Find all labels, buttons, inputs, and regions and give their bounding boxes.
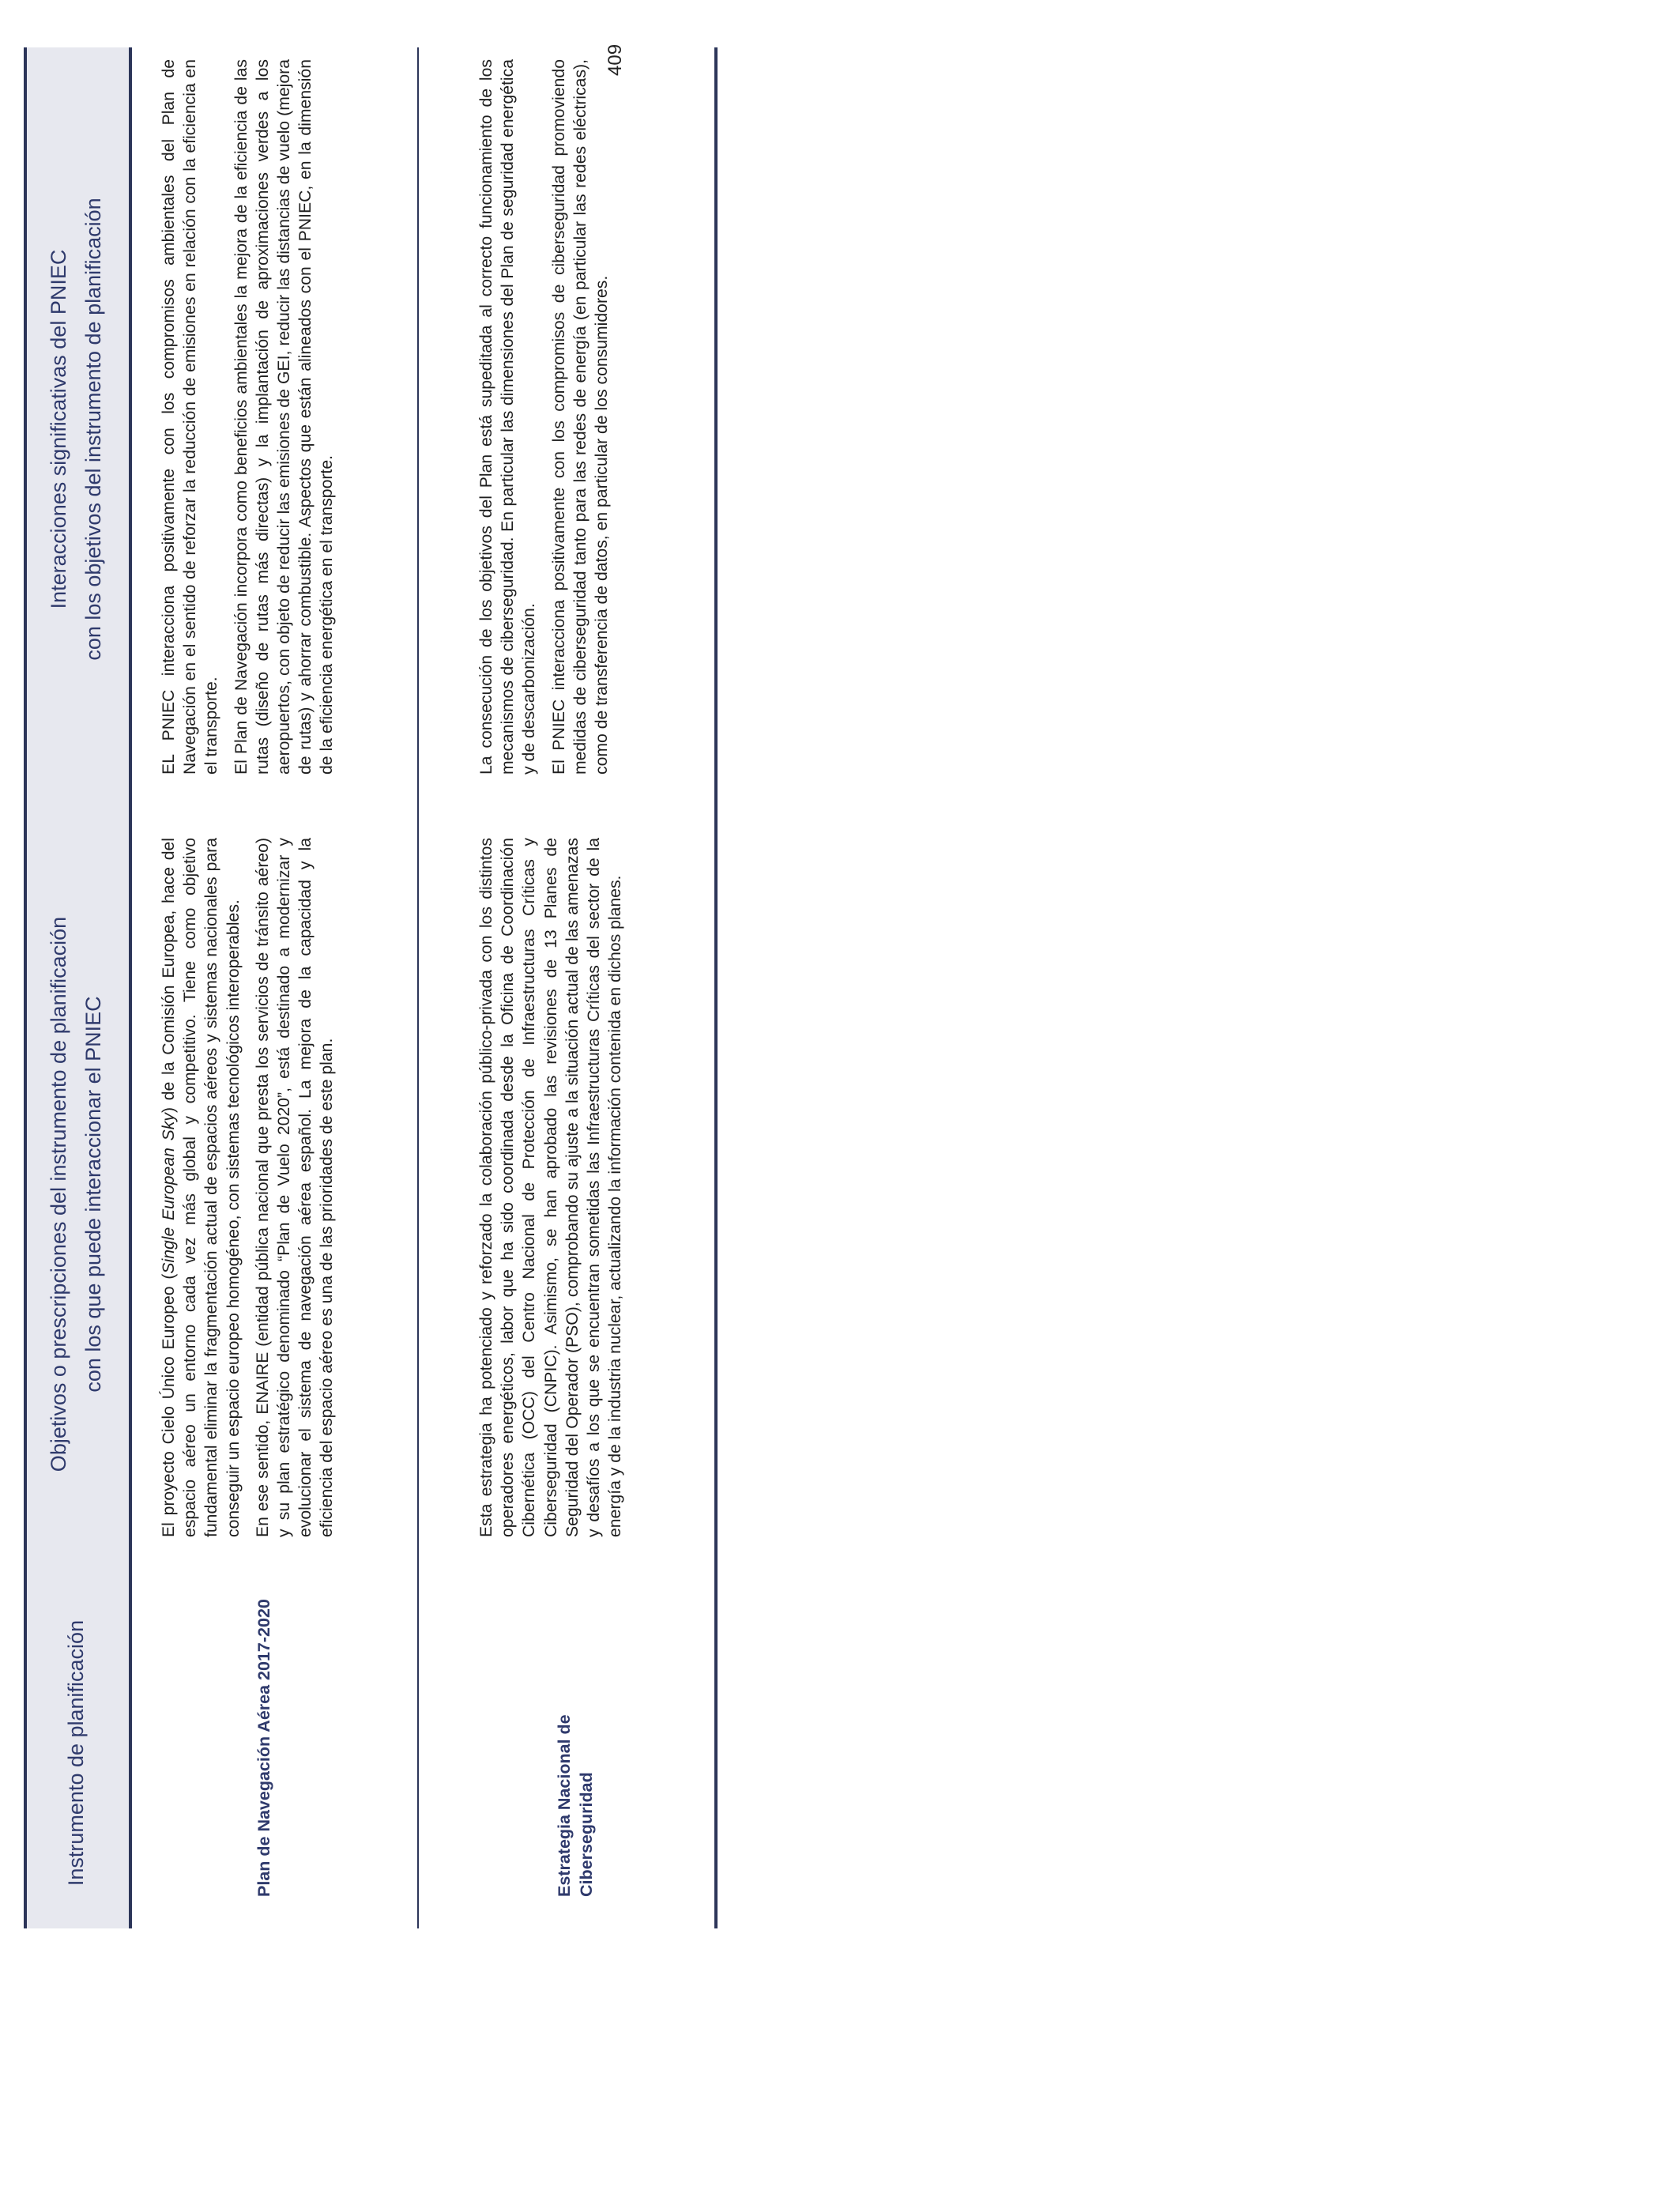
table-bottom-rule (714, 47, 718, 1928)
row1-interactions-paragraph-1: EL PNIEC interacciona positivamente con los compromisos ambientales del Plan de Navegación en el sentido de reforzar la reducción de emisiones en relación con la eficiencia en el transporte. (160, 59, 221, 775)
page-number: 409 (605, 43, 626, 76)
header-instrument (24, 1578, 129, 1928)
header-instrument-text: Instrumento de planificación (63, 1619, 88, 1887)
header-objectives-line1: Objetivos o prescripciones del instrumento de planificación (47, 916, 71, 1472)
header-interactions-line2: con los objetivos del instrumento de planificación (81, 198, 105, 661)
row2-objectives-paragraph-1: Esta estrategia ha potenciado y reforzado la colaboración público-privada con los distintos operadores energéticos, labor que ha sido coordinada desde la Oficina de Coordinación Cibernética (OCC) del Centro Nacional de Protección de Infraestructuras Críticas y Ciberseguridad (CNPIC). Asimismo, se han aprobado las revisiones de 13 Planes de Seguridad del Operador (PSO), comprobando su ajuste a la situación actual de las amenazas y desafíos a los que se encuentran sometidas las Infraestructuras Críticas del sector de la energía y de la industria nuclear, actualizando la información contenida en dichos planes. (477, 838, 625, 1537)
header-objectives-line2: con los que puede interaccionar el PNIEC (81, 996, 105, 1393)
row2-interactions-paragraph-2: El PNIEC interacciona positivamente con los compromisos de ciberseguridad promoviendo medidas de ciberseguridad tanto para las redes de energía (en particular las redes eléctricas), como de transferencia de datos, en particular de los consumidores. (549, 59, 612, 775)
row2-instrument: Estrategia Nacional de Ciberseguridad (555, 1714, 596, 1897)
row1-objectives-text-b: ) de la Comisión Europea, hace del espacio aéreo un entorno cada vez más global y competitivo. Tiene como objetivo fundamental eliminar la fragmentación actual de espacios aéreos y sistemas nacionales para conseguir un espacio europeo homogéneo, con sistemas tecnológicos interoperables. (160, 838, 243, 1537)
row1-objectives-text-a: El proyecto Cielo Único Europeo ( (160, 1273, 178, 1537)
row2-objectives (476, 838, 634, 1537)
row1-objectives-paragraph-1 (158, 838, 244, 1537)
row2-interactions-paragraph-1: La consecución de los objetivos del Plan está supeditada al correcto funcionamiento de los mecanismos de ciberseguridad. En particular las dimensiones del Plan de seguridad energética y de descarbonización. (477, 59, 539, 775)
row-separator (417, 47, 419, 1928)
header-interactions (24, 47, 129, 811)
table-header-rule (129, 47, 132, 1928)
header-interactions-line1: Interacciones significativas del PNIEC (47, 249, 71, 609)
row1-interactions-paragraph-2: El Plan de Navegación incorpora como beneficios ambientales la mejora de la eficiencia de las rutas (diseño de rutas más directas) y la implantación de aproximaciones verdes a los aeropuertos, con objeto de reducir las emisiones de GEI, reducir las distancias de vuelo (mejora de rutas) y ahorrar combustible. Aspectos que están alineados con el PNIEC, en la dimensión de la eficiencia energética en el transporte. (232, 59, 337, 775)
header-objectives (24, 811, 129, 1578)
row1-objectives-italic: Single European Sky (160, 1113, 178, 1274)
row1-objectives-paragraph-2: En ese sentido, ENAIRE (entidad pública nacional que presta los servicios de tránsito aéreo) y su plan estratégico denominado “Plan de Vuelo 2020”, está destinado a modernizar y evolucionar el sistema de navegación aérea español. La mejora de la capacidad y la eficiencia del espacio aéreo es una de las prioridades de este plan. (253, 838, 337, 1537)
row1-objectives (158, 838, 346, 1537)
row1-instrument: Plan de Navegación Aérea 2017-2020 (254, 1599, 273, 1897)
row2-interactions (476, 59, 620, 775)
planning-table (24, 47, 718, 1928)
row1-interactions (158, 59, 346, 775)
